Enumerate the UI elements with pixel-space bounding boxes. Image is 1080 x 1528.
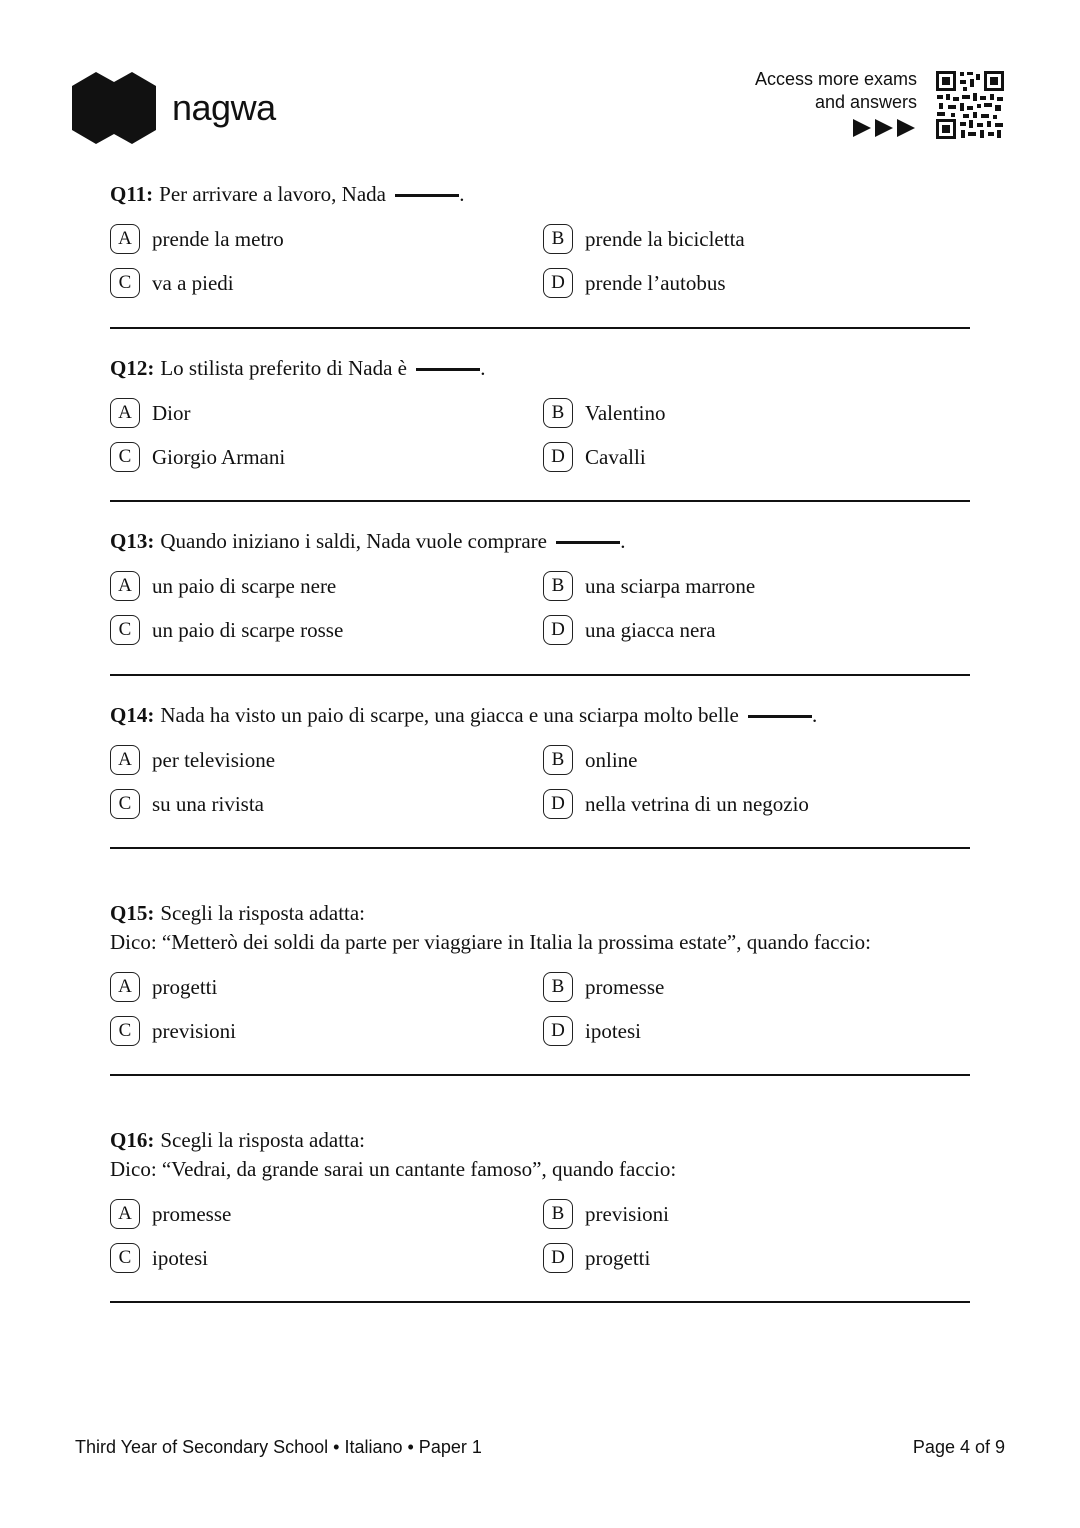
- options-grid: [110, 223, 970, 313]
- option-b[interactable]: [543, 223, 745, 255]
- option-letter: A: [110, 1199, 140, 1229]
- option-a[interactable]: [110, 1198, 231, 1230]
- option-c[interactable]: [110, 1015, 236, 1047]
- question-q13: [110, 527, 970, 660]
- option-text: progetti: [585, 1245, 651, 1270]
- options-grid: [110, 744, 970, 834]
- question-q15: [110, 899, 970, 1061]
- option-letter: D: [543, 442, 573, 472]
- option-text: Dior: [152, 400, 191, 425]
- access-more-text[interactable]: [755, 68, 917, 114]
- option-text: per televisione: [152, 747, 276, 772]
- question-text: Nada ha visto un paio di scarpe, una giacca e una sciarpa molto belle: [160, 703, 739, 727]
- option-text: va a piedi: [152, 270, 234, 295]
- option-text: prende l’autobus: [585, 270, 726, 295]
- question-number: Q14:: [110, 703, 155, 727]
- option-d[interactable]: [543, 1242, 650, 1274]
- answer-blank: [748, 715, 812, 718]
- option-text: Valentino: [585, 400, 666, 425]
- option-letter: C: [110, 1016, 140, 1046]
- option-d[interactable]: [543, 267, 726, 299]
- question-prompt: Q12: Lo stilista preferito di Nada è .: [110, 356, 486, 380]
- option-letter: B: [543, 745, 573, 775]
- option-a[interactable]: [110, 223, 284, 255]
- option-letter: C: [110, 1243, 140, 1273]
- option-letter: A: [110, 398, 140, 428]
- divider: [110, 500, 970, 502]
- option-c[interactable]: [110, 1242, 208, 1274]
- divider: [110, 327, 970, 329]
- option-d[interactable]: [543, 441, 646, 473]
- answer-blank: [416, 368, 480, 371]
- option-c[interactable]: [110, 788, 264, 820]
- option-letter: C: [110, 442, 140, 472]
- question-q16: [110, 1126, 970, 1288]
- option-text: un paio di scarpe rosse: [152, 617, 344, 642]
- question-text: Quando iniziano i saldi, Nada vuole comprare: [160, 529, 547, 553]
- page-header: [0, 0, 1080, 160]
- option-text: previsioni: [585, 1201, 669, 1226]
- option-b[interactable]: [543, 971, 664, 1003]
- triple-arrow-icon: [853, 117, 917, 139]
- option-letter: C: [110, 615, 140, 645]
- option-letter: B: [543, 1199, 573, 1229]
- option-d[interactable]: [543, 1015, 641, 1047]
- option-text: ipotesi: [152, 1245, 208, 1270]
- option-c[interactable]: [110, 267, 234, 299]
- question-prompt: Q11: Per arrivare a lavoro, Nada .: [110, 182, 465, 206]
- option-text: prende la metro: [152, 226, 284, 251]
- option-letter: A: [110, 571, 140, 601]
- question-prompt: Q13: Quando iniziano i saldi, Nada vuole comprare .: [110, 529, 626, 553]
- option-a[interactable]: [110, 744, 275, 776]
- question-q14: [110, 701, 970, 834]
- question-prompt: Q14: Nada ha visto un paio di scarpe, una giacca e una sciarpa molto belle .: [110, 703, 818, 727]
- option-text: promesse: [585, 974, 665, 999]
- options-grid: [110, 570, 970, 660]
- option-text: su una rivista: [152, 791, 264, 816]
- question-q11: [110, 180, 970, 313]
- question-number: Q16:: [110, 1128, 155, 1152]
- divider: [110, 674, 970, 676]
- question-text: Scegli la risposta adatta:: [160, 901, 366, 925]
- page-footer: [75, 1437, 1005, 1461]
- option-c[interactable]: [110, 441, 285, 473]
- page-number: Page 4 of 9: [912, 1437, 1005, 1457]
- option-b[interactable]: [543, 1198, 669, 1230]
- option-text: un paio di scarpe nere: [152, 573, 337, 598]
- divider: [110, 847, 970, 849]
- option-text: progetti: [152, 974, 218, 999]
- question-number: Q12:: [110, 356, 155, 380]
- divider: [110, 1301, 970, 1303]
- question-number: Q15:: [110, 901, 155, 925]
- option-text: nella vetrina di un negozio: [585, 791, 809, 816]
- brand-logo[interactable]: [72, 72, 276, 144]
- option-a[interactable]: [110, 570, 336, 602]
- options-grid: [110, 1198, 970, 1288]
- answer-blank: [556, 541, 620, 544]
- access-line-1: Access more exams: [754, 69, 917, 89]
- option-letter: D: [543, 1243, 573, 1273]
- option-text: previsioni: [152, 1018, 236, 1043]
- access-line-2: and answers: [814, 92, 917, 112]
- option-letter: B: [543, 224, 573, 254]
- option-b[interactable]: [543, 570, 755, 602]
- question-text: Scegli la risposta adatta:: [160, 1128, 366, 1152]
- option-letter: A: [110, 224, 140, 254]
- question-number: Q11:: [110, 182, 154, 206]
- option-c[interactable]: [110, 614, 343, 646]
- question-number: Q13:: [110, 529, 155, 553]
- option-letter: B: [543, 972, 573, 1002]
- brand-name: nagwa: [172, 87, 276, 128]
- option-b[interactable]: [543, 397, 665, 429]
- options-grid: [110, 971, 970, 1061]
- option-d[interactable]: [543, 788, 809, 820]
- option-letter: C: [110, 268, 140, 298]
- option-d[interactable]: [543, 614, 716, 646]
- option-a[interactable]: [110, 971, 217, 1003]
- option-text: Giorgio Armani: [152, 444, 286, 469]
- option-text: Cavalli: [585, 444, 646, 469]
- answer-blank: [395, 194, 459, 197]
- option-letter: D: [543, 615, 573, 645]
- option-letter: B: [543, 571, 573, 601]
- question-subtext: Dico: “Vedrai, da grande sarai un cantante famoso”, quando faccio:: [110, 1157, 677, 1181]
- qr-code-icon[interactable]: [935, 70, 1005, 140]
- question-subtext: Dico: “Metterò dei soldi da parte per viaggiare in Italia la prossima estate”, quando faccio:: [110, 930, 871, 954]
- question-q12: [110, 354, 970, 487]
- option-text: ipotesi: [585, 1018, 641, 1043]
- option-text: online: [585, 747, 638, 772]
- option-text: prende la bicicletta: [585, 226, 745, 251]
- option-letter: C: [110, 789, 140, 819]
- option-letter: D: [543, 1016, 573, 1046]
- option-letter: D: [543, 789, 573, 819]
- option-a[interactable]: [110, 397, 191, 429]
- option-letter: D: [543, 268, 573, 298]
- option-letter: A: [110, 972, 140, 1002]
- question-text: Per arrivare a lavoro, Nada: [159, 182, 386, 206]
- question-text: Lo stilista preferito di Nada è: [160, 356, 407, 380]
- option-text: una sciarpa marrone: [585, 573, 756, 598]
- question-prompt: [110, 899, 970, 928]
- divider: [110, 1074, 970, 1076]
- option-b[interactable]: [543, 744, 638, 776]
- nagwa-logo-icon: [72, 72, 156, 144]
- option-letter: B: [543, 398, 573, 428]
- option-letter: A: [110, 745, 140, 775]
- option-text: promesse: [152, 1201, 232, 1226]
- exam-info: Third Year of Secondary School • Italiano • Paper 1: [75, 1437, 482, 1457]
- option-text: una giacca nera: [585, 617, 716, 642]
- question-prompt: [110, 1126, 970, 1155]
- options-grid: [110, 397, 970, 487]
